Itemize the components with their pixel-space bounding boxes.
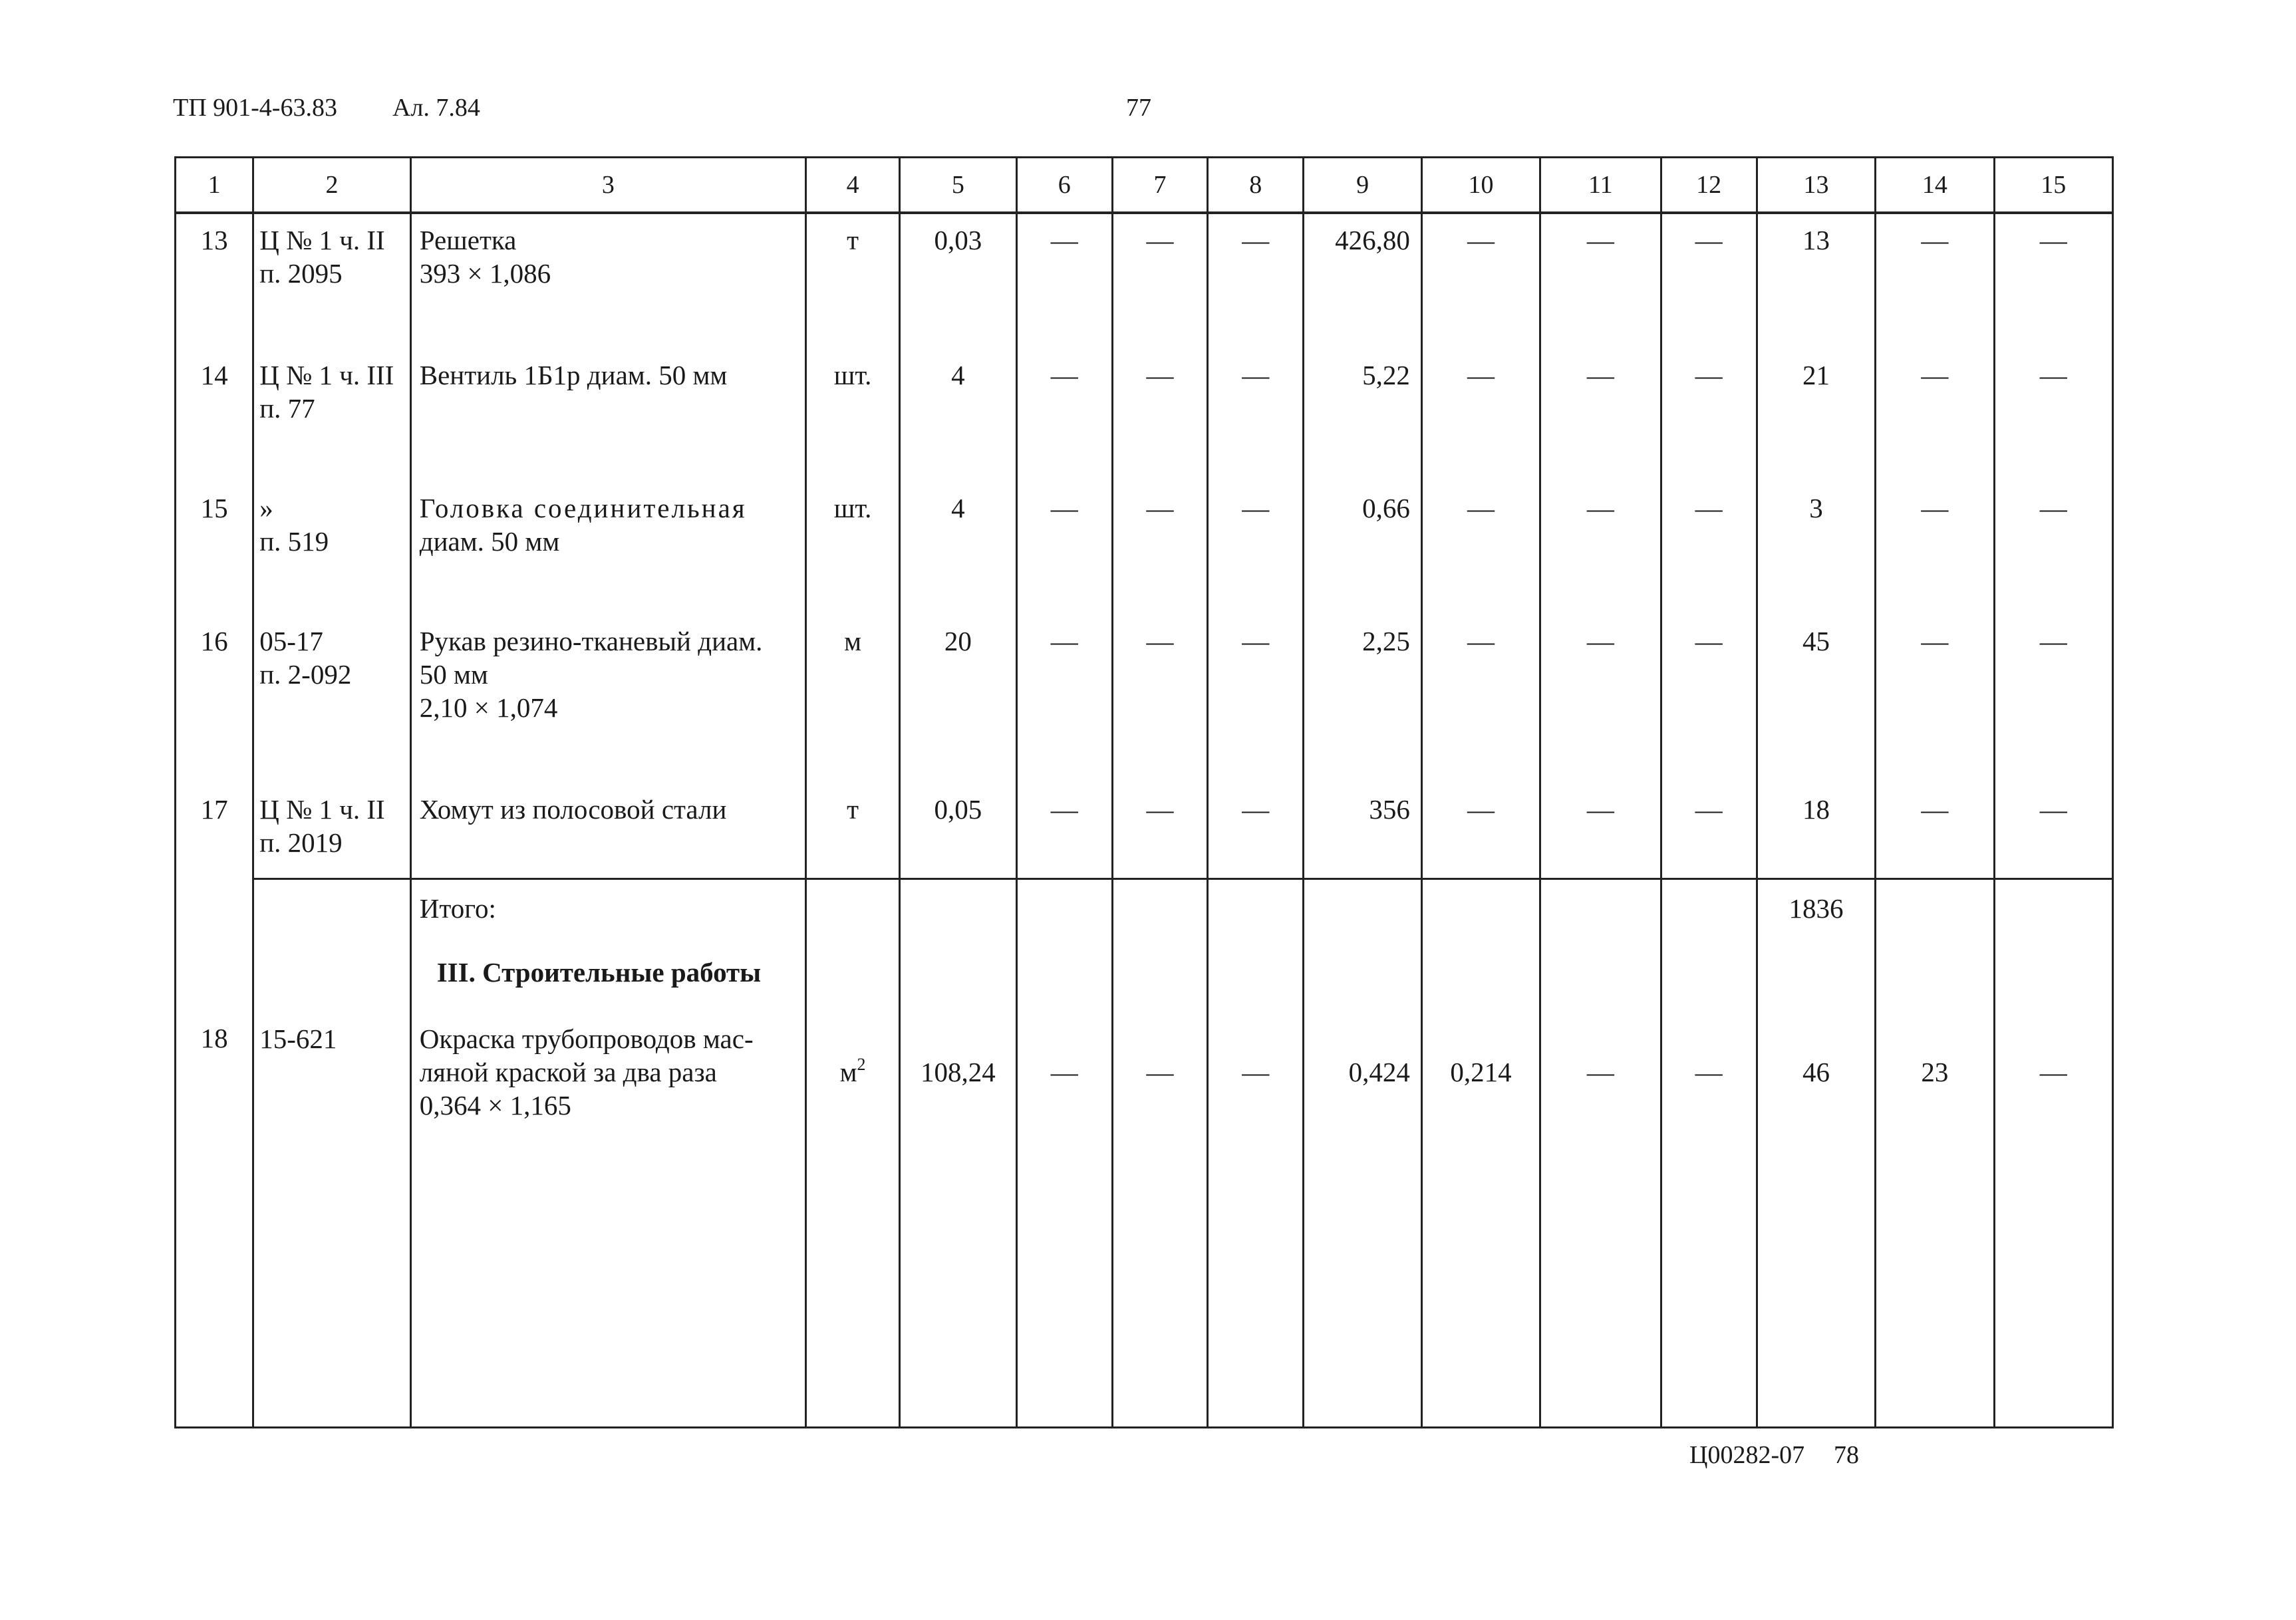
unit-price: 2,25 xyxy=(1362,626,1410,656)
cell-value: — xyxy=(1586,225,1614,255)
column-number: 2 xyxy=(253,158,410,213)
cell-value: — xyxy=(1242,360,1270,390)
table-row xyxy=(176,213,2113,349)
ref-line: » xyxy=(259,493,273,523)
cell-value: — xyxy=(1695,225,1723,255)
total-cost: 21 xyxy=(1802,360,1830,390)
table-row xyxy=(176,615,2113,783)
name-line: Головка соединительная xyxy=(419,493,747,523)
unit-price: 426,80 xyxy=(1335,225,1410,255)
cell-value: — xyxy=(1921,225,1949,255)
quantity: 4 xyxy=(951,493,965,523)
item-name xyxy=(412,1022,805,1122)
section-title: III. Строительные работы xyxy=(436,957,762,988)
cell-value: — xyxy=(1586,626,1614,656)
cell-value: — xyxy=(1467,360,1495,390)
total-cost: 13 xyxy=(1802,225,1830,255)
cell-value: — xyxy=(1242,794,1270,825)
cell-value: — xyxy=(1146,626,1174,656)
table-row xyxy=(176,879,2113,1428)
price-reference xyxy=(254,482,409,558)
cell-value: 23 xyxy=(1921,1057,1949,1087)
name-line: 393 × 1,086 xyxy=(419,258,551,289)
row-number: 18 xyxy=(200,1022,228,1053)
row-number: 17 xyxy=(200,794,228,825)
item-name xyxy=(412,349,805,392)
unit-superscript: 2 xyxy=(857,1055,866,1075)
column-number: 11 xyxy=(1540,158,1661,213)
cell-value: — xyxy=(1050,626,1078,656)
ref-line: 05-17 xyxy=(259,626,323,656)
unit: шт. xyxy=(833,493,872,523)
total-cost: 18 xyxy=(1802,794,1830,825)
cell-value: — xyxy=(1146,360,1174,390)
cell-value: — xyxy=(1467,626,1495,656)
cell-value: — xyxy=(1242,493,1270,523)
column-number: 8 xyxy=(1208,158,1304,213)
ref-line: п. 519 xyxy=(259,526,329,557)
page-number: 77 xyxy=(1126,94,1151,122)
ref-line: Ц № 1 ч. II xyxy=(259,794,385,825)
cell-value: — xyxy=(2039,225,2067,255)
cell-value: — xyxy=(1695,360,1723,390)
name-line: Рукав резино-тканевый диам. xyxy=(419,626,763,656)
column-number: 15 xyxy=(1994,158,2112,213)
sheet-reference: Ал. 7.84 xyxy=(392,94,480,122)
unit-price: 0,424 xyxy=(1348,1057,1410,1087)
name-line: Хомут из полосовой стали xyxy=(419,794,727,825)
cell-value: — xyxy=(1921,626,1949,656)
column-number-row xyxy=(176,158,2113,213)
row-number: 16 xyxy=(200,626,228,656)
cell-value: — xyxy=(1146,1057,1174,1087)
unit-price: 5,22 xyxy=(1362,360,1410,390)
price-reference xyxy=(254,349,409,425)
unit: м xyxy=(844,626,862,656)
column-number: 10 xyxy=(1421,158,1540,213)
cell-value: — xyxy=(1695,794,1723,825)
quantity: 0,05 xyxy=(934,794,982,825)
subtotal-label: Итого: xyxy=(419,893,496,924)
cell-value: — xyxy=(1146,794,1174,825)
name-line: 50 мм xyxy=(419,659,488,690)
ref-line: Ц № 1 ч. III xyxy=(259,360,394,390)
price-reference xyxy=(254,615,409,691)
ref-line: п. 2095 xyxy=(259,258,343,289)
cell-value: — xyxy=(1050,225,1078,255)
cell-value: — xyxy=(2039,794,2067,825)
unit-base: м xyxy=(839,1057,857,1087)
cell-value: — xyxy=(1586,493,1614,523)
row-number: 15 xyxy=(200,493,228,523)
column-number: 14 xyxy=(1876,158,1994,213)
price-reference: 15-621 xyxy=(259,1023,337,1054)
cell-value: — xyxy=(2039,493,2067,523)
estimate-table xyxy=(174,156,2114,1428)
table-row xyxy=(176,783,2113,879)
ref-line: п. 2019 xyxy=(259,827,343,858)
cell-value: — xyxy=(1586,1057,1614,1087)
column-number: 12 xyxy=(1661,158,1757,213)
column-number: 4 xyxy=(805,158,899,213)
footer-code: Ц00282-07 xyxy=(1689,1441,1805,1469)
unit: т xyxy=(847,225,859,255)
cell-value: — xyxy=(1242,1057,1270,1087)
quantity: 0,03 xyxy=(934,225,982,255)
ref-line: Ц № 1 ч. II xyxy=(259,225,385,255)
cell-value: — xyxy=(1921,493,1949,523)
document-code: ТП 901-4-63.83 xyxy=(173,94,337,122)
cell-value: — xyxy=(1695,493,1723,523)
price-reference xyxy=(254,214,409,290)
footer-number: 78 xyxy=(1834,1441,1859,1469)
unit: т xyxy=(847,794,859,825)
name-line: Окраска трубопроводов мас- xyxy=(419,1023,754,1054)
cell-value: — xyxy=(2039,626,2067,656)
subtotal-value: 1836 xyxy=(1789,893,1844,924)
quantity: 108,24 xyxy=(921,1057,996,1087)
column-number: 9 xyxy=(1304,158,1421,213)
total-cost: 45 xyxy=(1802,626,1830,656)
row-number: 13 xyxy=(200,225,228,255)
cell-value: — xyxy=(1467,225,1495,255)
total-cost: 3 xyxy=(1809,493,1823,523)
cell-value: — xyxy=(1695,626,1723,656)
name-line: 2,10 × 1,074 xyxy=(419,692,558,723)
cell-value: — xyxy=(1921,360,1949,390)
unit-price: 0,66 xyxy=(1362,493,1410,523)
column-number: 6 xyxy=(1016,158,1112,213)
ref-line: п. 77 xyxy=(259,393,315,424)
cell-value: — xyxy=(1695,1057,1723,1087)
table-row xyxy=(176,349,2113,482)
cell-value: — xyxy=(1050,1057,1078,1087)
price-reference xyxy=(254,783,409,859)
unit xyxy=(807,1055,899,1089)
column-number: 7 xyxy=(1112,158,1207,213)
name-line: ляной краской за два раза xyxy=(419,1057,717,1087)
cell-value: — xyxy=(1050,794,1078,825)
row-number: 14 xyxy=(200,360,228,390)
item-name xyxy=(412,783,805,826)
name-line: Вентиль 1Б1р диам. 50 мм xyxy=(419,360,728,390)
cell-value: — xyxy=(1586,360,1614,390)
cell-value: — xyxy=(1050,493,1078,523)
cell-value: 0,214 xyxy=(1450,1057,1512,1087)
quantity: 4 xyxy=(951,360,965,390)
name-line: диам. 50 мм xyxy=(419,526,560,557)
column-number: 3 xyxy=(410,158,805,213)
cell-value: — xyxy=(2039,360,2067,390)
cell-value: — xyxy=(1586,794,1614,825)
cell-value: — xyxy=(1467,493,1495,523)
name-line: Решетка xyxy=(419,225,517,255)
unit-price: 356 xyxy=(1369,794,1410,825)
table-row xyxy=(176,482,2113,615)
cell-value: — xyxy=(1921,794,1949,825)
cell-value: — xyxy=(2039,1057,2067,1087)
item-name xyxy=(412,214,805,290)
cell-value: — xyxy=(1146,225,1174,255)
cell-value: — xyxy=(1467,794,1495,825)
item-name xyxy=(412,482,805,558)
cell-value: — xyxy=(1242,626,1270,656)
cell-value: — xyxy=(1050,360,1078,390)
unit: шт. xyxy=(833,360,872,390)
total-cost: 46 xyxy=(1802,1057,1830,1087)
ref-line: п. 2-092 xyxy=(259,659,352,690)
item-name xyxy=(412,615,805,724)
cell-value: — xyxy=(1146,493,1174,523)
column-number: 13 xyxy=(1757,158,1875,213)
quantity: 20 xyxy=(944,626,972,656)
column-number: 1 xyxy=(176,158,253,213)
cell-value: — xyxy=(1242,225,1270,255)
name-line: 0,364 × 1,165 xyxy=(419,1090,571,1121)
column-number: 5 xyxy=(900,158,1016,213)
